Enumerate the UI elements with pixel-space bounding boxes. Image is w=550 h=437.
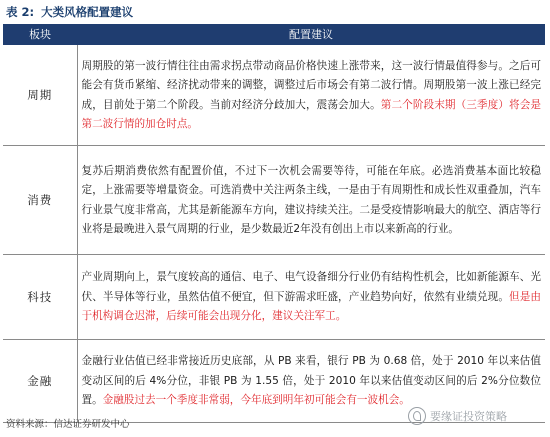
table-number: 表 2: bbox=[6, 5, 35, 19]
wechat-logo-icon bbox=[408, 407, 426, 425]
category-consumer: 消费 bbox=[3, 146, 77, 255]
table-row bbox=[3, 146, 545, 255]
category-tech: 科技 bbox=[3, 255, 77, 340]
watermark-text: 要缘证投资策略 bbox=[430, 410, 507, 423]
category-cyclical: 周期 bbox=[3, 45, 77, 146]
advice-text: 产业周期向上，景气度较高的通信、电子、电气设备细分行业仍有结构性机会，比如新能源车、光伏、半导体等行业，虽然估值不便宜，但下游需求旺盛，产业趋势向好，依然有业绩兑现。 bbox=[81, 271, 541, 303]
advice-cyclical bbox=[77, 45, 545, 146]
advice-consumer bbox=[77, 146, 545, 255]
table-row bbox=[3, 45, 545, 146]
table-title bbox=[6, 4, 133, 20]
advice-text: 复苏后期消费依然有配置价值，不过下一次机会需要等待，可能在年底。必选消费基本面比较稳定，上涨需要等增量资金。可选消费中关注两条主线，一是由于有周期性和成长性双重叠加，汽车行业景气度非常高，尤其是新能源车方向，建议持续关注。二是受疫情影响最大的航空、酒店等行业将是最晚进入景气周期的行业，是少数最近2年没有创出上市以来新高的行业。 bbox=[81, 164, 541, 235]
source-note: 资料来源：信达证券研发中心 bbox=[6, 419, 130, 430]
table-row bbox=[3, 255, 545, 340]
advice-tech bbox=[77, 255, 545, 340]
header-advice: 配置建议 bbox=[77, 24, 545, 45]
advice-highlight: 金融股过去一个季度非常弱，今年底到明年初可能会有一波机会。 bbox=[102, 394, 410, 407]
category-finance: 金融 bbox=[3, 340, 77, 423]
watermark bbox=[408, 405, 507, 427]
table-header-row bbox=[3, 24, 545, 45]
header-sector: 板块 bbox=[3, 24, 77, 45]
advice-highlight: 第二个阶段末期（三季度）将会是第二波行情的加仓时点。 bbox=[81, 98, 542, 130]
advice-highlight: 但是由于机构调仓迟滞，后续可能会出现分化，建议关注军工。 bbox=[81, 290, 542, 323]
table-title-text: 大类风格配置建议 bbox=[41, 5, 134, 19]
advice-text: 周期股的第一波行情往往由需求拐点带动商品价格快速上涨带来，这一波行情最值得参与。之后可能会有货币紧缩、经济扰动带来的调整，调整过后市场会有第二波行情。周期股第一波上涨已经完成，目前处于第二个阶段。当前对经济分歧加大，震荡会加大。 bbox=[81, 59, 541, 111]
advice-text: 金融行业估值已经非常接近历史底部，从 PB 来看，银行 PB 为 0.68 倍，处于 2010 年以来估值变动区间的后 4%分位，非银 PB 为 1.55 倍，处于 2010 年以来估值变动区间的后 2%分位数位置。 bbox=[81, 355, 541, 407]
config-table bbox=[3, 24, 545, 423]
